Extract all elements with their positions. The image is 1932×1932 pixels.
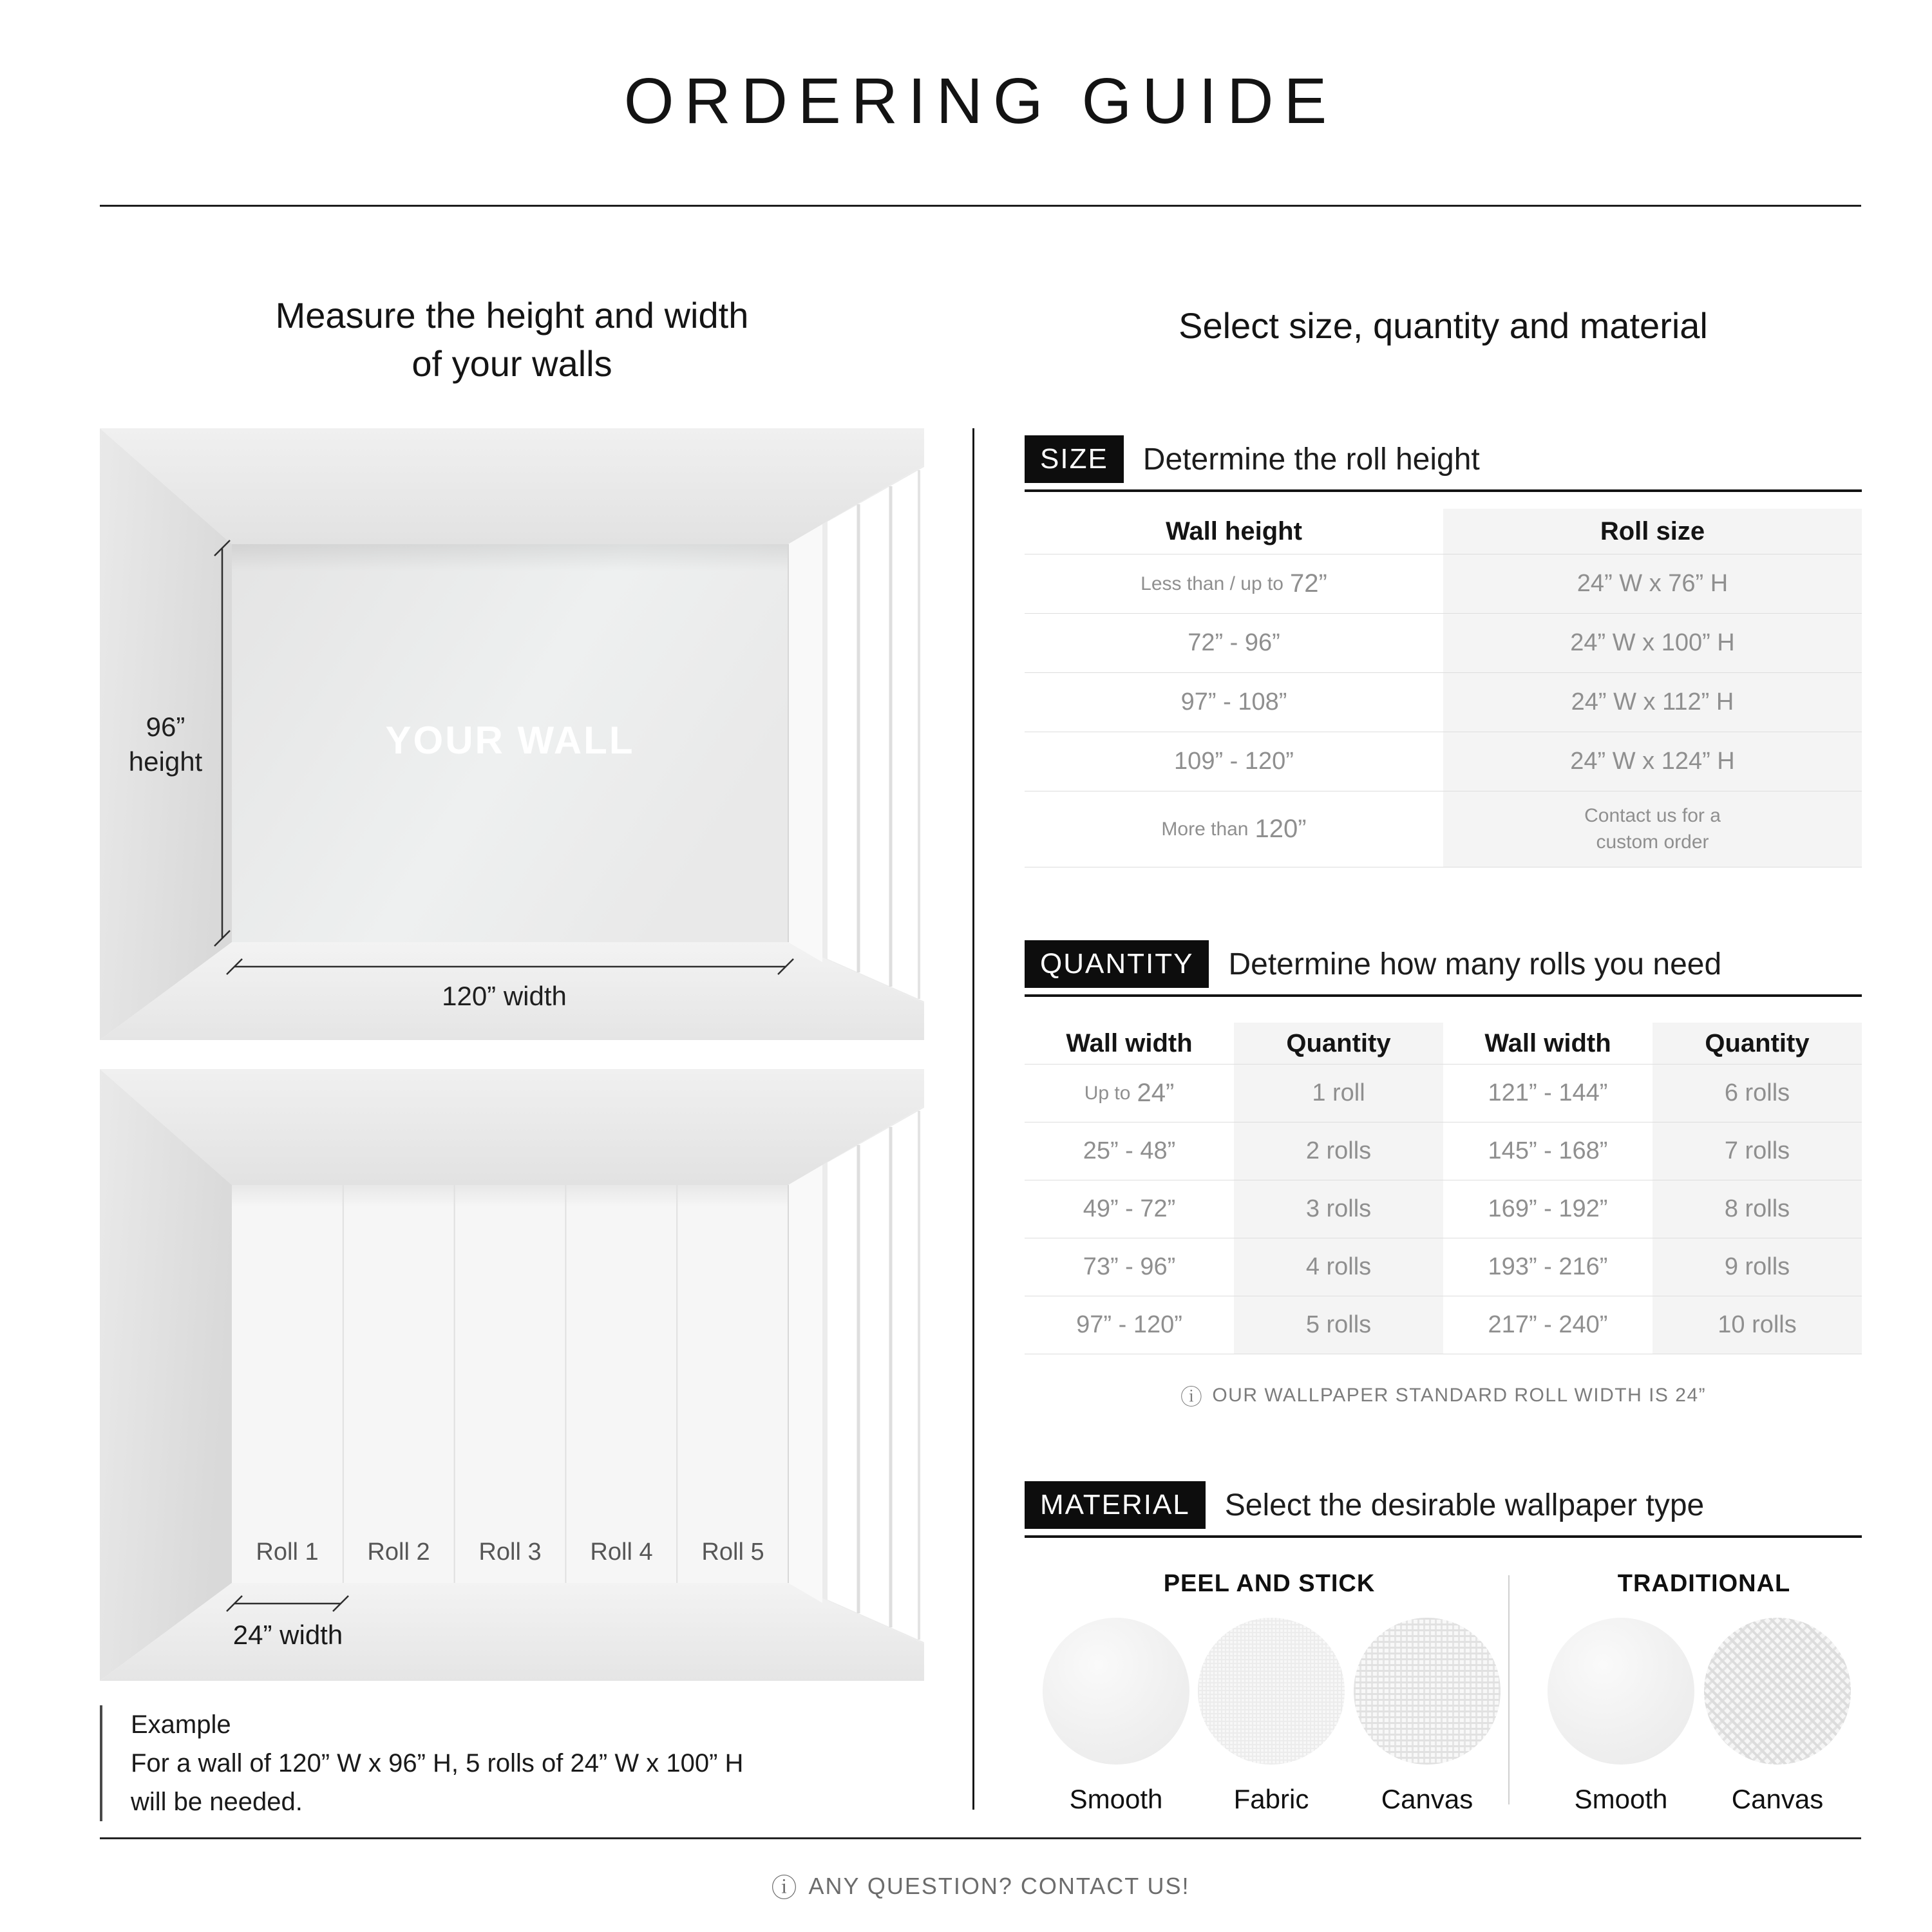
smooth-texture-icon bbox=[1548, 1618, 1694, 1765]
size-table bbox=[1025, 509, 1862, 867]
wall-height-cell: Less than / up to 72” bbox=[1141, 569, 1327, 598]
quantity-cell: 6 rolls bbox=[1653, 1065, 1862, 1122]
size-col-wall-height: Wall height bbox=[1166, 516, 1302, 545]
qt-col-wall-width: Wall width bbox=[1066, 1028, 1193, 1057]
roll-size-cell: 24” W x 76” H bbox=[1443, 554, 1862, 613]
quantity-table-header-row bbox=[1025, 1023, 1862, 1064]
quantity-section-title: Determine how many rolls you need bbox=[1228, 947, 1722, 981]
roll-size-cell: 24” W x 112” H bbox=[1443, 673, 1862, 732]
room1-svg bbox=[100, 428, 924, 1040]
footer-divider bbox=[100, 1837, 1861, 1839]
info-icon: ⓘ bbox=[1180, 1385, 1204, 1410]
material-section-header bbox=[1025, 1481, 1862, 1538]
wall-width-cell: 97” - 120” bbox=[1076, 1311, 1182, 1338]
roll-width-note bbox=[1025, 1379, 1862, 1411]
room-illustration-rolls bbox=[100, 1069, 924, 1681]
qt-col-quantity: Quantity bbox=[1653, 1023, 1862, 1064]
window-pillar bbox=[788, 524, 822, 962]
quantity-cell: 4 rolls bbox=[1234, 1238, 1443, 1296]
room2-svg bbox=[100, 1069, 924, 1681]
roll-width-note-text: OUR WALLPAPER STANDARD ROLL WIDTH IS 24” bbox=[1212, 1384, 1707, 1406]
quantity-cell: 9 rolls bbox=[1653, 1238, 1862, 1296]
material-options bbox=[1025, 1558, 1862, 1848]
quantity-table-row bbox=[1025, 1180, 1862, 1238]
wall-width-cell: 169” - 192” bbox=[1488, 1195, 1608, 1222]
measure-heading-line2: of your walls bbox=[412, 343, 612, 384]
size-col-roll-size: Roll size bbox=[1443, 509, 1862, 554]
measure-heading bbox=[100, 291, 924, 388]
material-swatch-canvas: Canvas bbox=[1354, 1618, 1501, 1815]
quantity-badge: QUANTITY bbox=[1025, 940, 1209, 988]
canvas-texture-icon bbox=[1354, 1618, 1501, 1765]
wallpapered-wall bbox=[232, 1185, 788, 1583]
example-block bbox=[100, 1705, 963, 1821]
wall-height-cell: 72” - 96” bbox=[1188, 629, 1280, 656]
height-word-label: height bbox=[128, 746, 203, 777]
wall-width-cell: 25” - 48” bbox=[1083, 1137, 1176, 1164]
window-glass bbox=[828, 467, 924, 1001]
wall-width-cell: 193” - 216” bbox=[1488, 1253, 1608, 1280]
material-group-divider bbox=[1508, 1575, 1510, 1804]
info-icon: ⓘ bbox=[771, 1874, 799, 1902]
roll-label: Roll 4 bbox=[590, 1539, 653, 1566]
size-table-header-row bbox=[1025, 509, 1862, 554]
ceiling bbox=[100, 1069, 924, 1185]
quantity-cell: 5 rolls bbox=[1234, 1296, 1443, 1354]
smooth-texture-icon bbox=[1043, 1618, 1189, 1765]
example-line1: For a wall of 120” W x 96” H, 5 rolls of 24” W x 100” H bbox=[131, 1749, 744, 1777]
wall-width-cell: Up to 24” bbox=[1084, 1079, 1175, 1107]
roll-size-cell: 24” W x 100” H bbox=[1443, 614, 1862, 672]
size-table-row bbox=[1025, 554, 1862, 613]
material-swatch-canvas-traditional: Canvas bbox=[1704, 1618, 1851, 1815]
roll-size-cell: Contact us for a custom order bbox=[1443, 791, 1862, 867]
back-wall-ceiling-shadow bbox=[232, 1185, 788, 1207]
quantity-cell: 1 roll bbox=[1234, 1065, 1443, 1122]
qt-col-wall-width: Wall width bbox=[1484, 1028, 1611, 1057]
size-table-row bbox=[1025, 791, 1862, 867]
wall-height-cell: 109” - 120” bbox=[1174, 748, 1294, 775]
example-line2: will be needed. bbox=[131, 1788, 303, 1816]
material-swatch-smooth: Smooth bbox=[1043, 1618, 1189, 1815]
quantity-table-row bbox=[1025, 1296, 1862, 1354]
window-pillar bbox=[788, 1165, 822, 1603]
roll-label: Roll 3 bbox=[478, 1539, 542, 1566]
window-glass bbox=[828, 1108, 924, 1642]
page-title: ORDERING GUIDE bbox=[623, 65, 1338, 137]
roll-width-label: 24” width bbox=[232, 1620, 343, 1650]
quantity-cell: 10 rolls bbox=[1653, 1296, 1862, 1354]
your-wall-label: YOUR WALL bbox=[385, 719, 635, 762]
material-section-title: Select the desirable wallpaper type bbox=[1224, 1488, 1705, 1522]
roll-size-cell: 24” W x 124” H bbox=[1443, 732, 1862, 791]
example-title: Example bbox=[131, 1710, 231, 1739]
quantity-section-header bbox=[1025, 940, 1862, 997]
height-value-label: 96” bbox=[146, 712, 185, 742]
title-divider bbox=[100, 205, 1861, 207]
material-swatch-smooth-traditional: Smooth bbox=[1548, 1618, 1694, 1815]
ceiling bbox=[100, 428, 924, 544]
select-heading: Select size, quantity and material bbox=[1179, 305, 1708, 346]
size-table-row bbox=[1025, 732, 1862, 791]
qt-col-quantity: Quantity bbox=[1234, 1023, 1443, 1064]
quantity-table-row bbox=[1025, 1122, 1862, 1180]
measure-heading-line1: Measure the height and width bbox=[275, 295, 749, 336]
room-illustration-measure bbox=[100, 428, 924, 1040]
peel-and-stick-group-title: PEEL AND STICK bbox=[1163, 1570, 1376, 1597]
wall-width-cell: 121” - 144” bbox=[1488, 1079, 1608, 1106]
wall-width-cell: 49” - 72” bbox=[1083, 1195, 1176, 1222]
quantity-table-row bbox=[1025, 1238, 1862, 1296]
quantity-cell: 3 rolls bbox=[1234, 1180, 1443, 1238]
quantity-cell: 8 rolls bbox=[1653, 1180, 1862, 1238]
quantity-cell: 7 rolls bbox=[1653, 1122, 1862, 1180]
material-badge: MATERIAL bbox=[1025, 1481, 1206, 1529]
quantity-table-row bbox=[1025, 1064, 1862, 1122]
roll-label: Roll 1 bbox=[256, 1539, 319, 1566]
canvas-texture-icon bbox=[1704, 1618, 1851, 1765]
size-table-row bbox=[1025, 672, 1862, 732]
back-wall-ceiling-shadow bbox=[232, 544, 788, 571]
size-table-row bbox=[1025, 613, 1862, 672]
size-badge: SIZE bbox=[1025, 435, 1124, 483]
material-swatch-fabric: Fabric bbox=[1198, 1618, 1345, 1815]
wall-height-cell: More than 120” bbox=[1161, 815, 1307, 843]
size-section-title: Determine the roll height bbox=[1142, 442, 1480, 477]
fabric-texture-icon bbox=[1198, 1618, 1345, 1765]
width-value-label: 120” width bbox=[442, 981, 567, 1011]
wall-width-cell: 145” - 168” bbox=[1488, 1137, 1608, 1164]
footer-text: ANY QUESTION? CONTACT US! bbox=[808, 1872, 1190, 1899]
traditional-group-title: TRADITIONAL bbox=[1617, 1570, 1791, 1597]
footer bbox=[100, 1868, 1861, 1904]
quantity-cell: 2 rolls bbox=[1234, 1122, 1443, 1180]
wall-width-cell: 217” - 240” bbox=[1488, 1311, 1608, 1338]
roll-label: Roll 2 bbox=[367, 1539, 430, 1566]
floor bbox=[100, 1583, 924, 1681]
wall-height-cell: 97” - 108” bbox=[1180, 688, 1287, 715]
quantity-table bbox=[1025, 1023, 1862, 1354]
wall-width-cell: 73” - 96” bbox=[1083, 1253, 1176, 1280]
roll-label: Roll 5 bbox=[701, 1539, 764, 1566]
column-divider bbox=[972, 428, 974, 1810]
size-section-header bbox=[1025, 435, 1862, 492]
